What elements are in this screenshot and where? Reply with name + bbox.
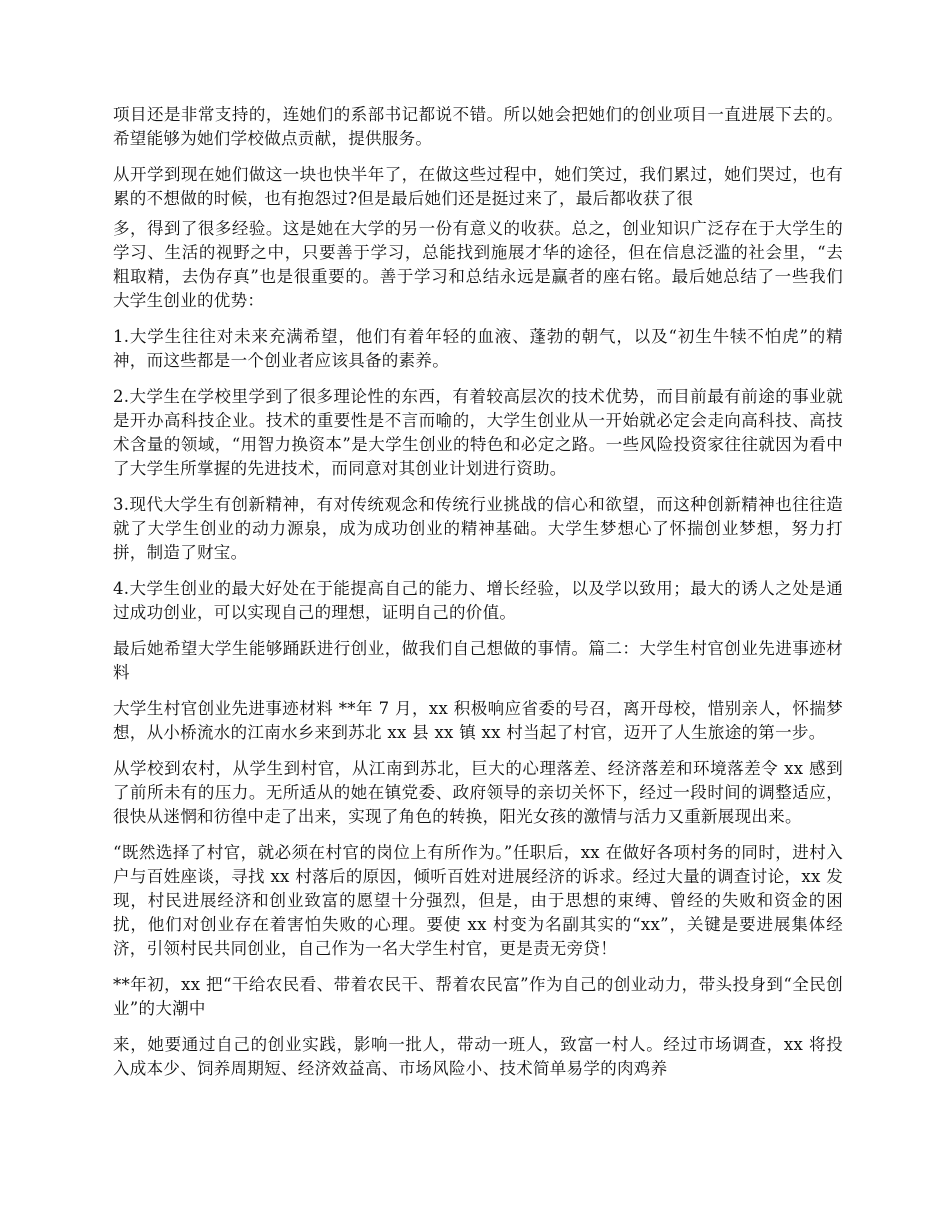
advantage-item-3: 3.现代大学生有创新精神，有对传统观念和传统行业挑战的信心和欲望，而这种创新精神也往往造就了大学生创业的动力源泉，成为成功创业的精神基础。大学生梦想心了怀揣创业梦想，努力打拼，制造了财宝。: [113, 495, 843, 562]
advantage-item-1: 1.大学生往往对未来充满希望，他们有着年轻的血液、蓬勃的朝气，以及“初生牛犊不怕虎”的精神，而这些都是一个创业者应该具备的素养。: [113, 327, 843, 370]
paragraph-village-intro: 大学生村官创业先进事迹材料 **年 7 月，xx 积极响应省委的号召，离开母校，惜别亲人，怀揣梦想，从小桥流水的江南水乡来到苏北 xx 县 xx 镇 xx 村当起了村官，迈开了人生旅途的第一步。: [113, 699, 843, 742]
paragraph-2: 从开学到现在她们做这一块也快半年了，在做这些过程中，她们笑过，我们累过，她们哭过，也有累的不想做的时候，也有抱怨过?但是最后她们还是挺过来了，最后都收获了很: [113, 165, 843, 208]
advantage-item-4: 4.大学生创业的最大好处在于能提高自己的能力、增长经验，以及学以致用；最大的诱人之处是通过成功创业，可以实现自己的理想，证明自己的价值。: [113, 579, 843, 622]
paragraph-village-quote: “既然选择了村官，就必须在村官的岗位上有所作为。”任职后，xx 在做好各项村务的同时，进村入户与百姓座谈，寻找 xx 村落后的原因，倾听百姓对进展经济的诉求。经过大量的调查讨论，xx 发现，村民进展经济和创业致富的愿望十分强烈，但是，由于思想的束缚、曾经的失败和资金的困扰，他们对创业存在着害怕失败的心理。要使 xx 村变为名副其实的“xx”，关键是要进展集体经济，引领村民共同创业，自己作为一名大学生村官，更是责无旁贷！: [113, 843, 843, 958]
document-page: [113, 103, 843, 1093]
paragraph-3: 多，得到了很多经验。这是她在大学的另一份有意义的收获。总之，创业知识广泛存在于大学生的学习、生活的视野之中，只要善于学习，总能找到施展才华的途径，但在信息泛滥的社会里，“去粗取精，去伪存真”也是很重要的。善于学习和总结永远是赢者的座右铭。最后她总结了一些我们大学生创业的优势：: [113, 219, 843, 310]
paragraph-village-adjust: 从学校到农村，从学生到村官，从江南到苏北，巨大的心理落差、经济落差和环境落差令 xx 感到了前所未有的压力。无所适从的她在镇党委、政府领导的亲切关怀下，经过一段时间的调整适应，很快从迷惘和彷徨中走了出来，实现了角色的转换，阳光女孩的激情与活力又重新展现出来。: [113, 759, 843, 826]
paragraph-closing: 最后她希望大学生能够踊跃进行创业，做我们自己想做的事情。篇二：大学生村官创业先进事迹材料: [113, 639, 843, 682]
paragraph-village-continue: 来，她要通过自己的创业实践，影响一批人，带动一班人，致富一村人。经过市场调查，xx 将投入成本少、饲养周期短、经济效益高、市场风险小、技术简单易学的肉鸡养: [113, 1035, 843, 1078]
paragraph-village-start: **年初，xx 把“干给农民看、带着农民干、帮着农民富”作为自己的创业动力，带头投身到“全民创业”的大潮中: [113, 975, 843, 1018]
paragraph-1: 项目还是非常支持的，连她们的系部书记都说不错。所以她会把她们的创业项目一直进展下去的。希望能够为她们学校做点贡献，提供服务。: [113, 105, 843, 148]
advantage-item-2: 2.大学生在学校里学到了很多理论性的东西，有着较高层次的技术优势，而目前最有前途的事业就是开办高科技企业。技术的重要性是不言而喻的，大学生创业从一开始就必定会走向高科技、高技术含量的领域，“用智力换资本”是大学生创业的特色和必定之路。一些风险投资家往往就因为看中了大学生所掌握的先进技术，而同意对其创业计划进行资助。: [113, 387, 843, 478]
